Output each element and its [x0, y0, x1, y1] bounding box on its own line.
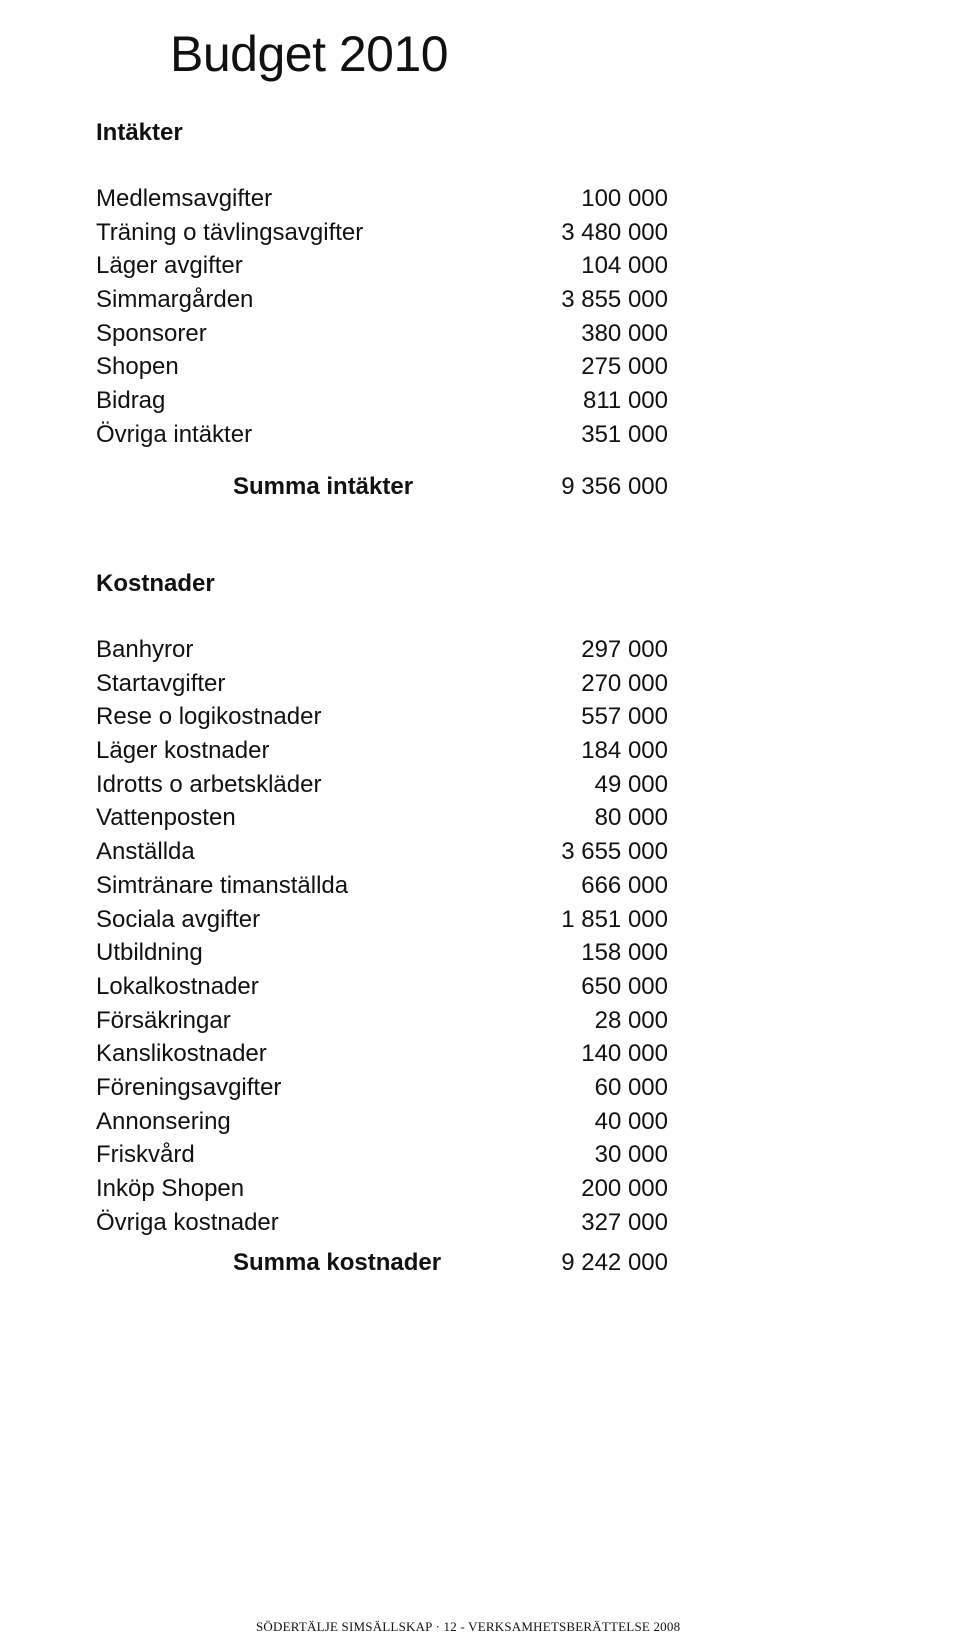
cost-item-label: Anställda	[96, 838, 195, 866]
cost-item-label: Lokalkostnader	[96, 972, 259, 1000]
income-item-amount: 275 000	[581, 353, 668, 381]
cost-item-amount: 650 000	[581, 972, 668, 1000]
cost-item-label: Vattenposten	[96, 804, 236, 832]
cost-item-row	[96, 801, 668, 835]
cost-item-amount: 158 000	[581, 939, 668, 967]
income-item-label: Läger avgifter	[96, 252, 243, 280]
cost-item-row	[96, 970, 668, 1004]
cost-item-amount: 3 655 000	[561, 838, 668, 866]
income-item-row	[96, 216, 668, 250]
cost-item-label: Idrotts o arbetskläder	[96, 770, 322, 798]
income-item-amount: 380 000	[581, 319, 668, 347]
cost-item-amount: 327 000	[581, 1208, 668, 1236]
cost-item-amount: 28 000	[594, 1006, 668, 1034]
income-item-amount: 351 000	[581, 420, 668, 448]
cost-item-row	[96, 869, 668, 903]
income-item-label: Träning o tävlingsavgifter	[96, 218, 364, 246]
cost-item-row	[96, 1172, 668, 1206]
cost-item-amount: 80 000	[594, 804, 668, 832]
income-total-amount: 9 356 000	[561, 473, 668, 500]
cost-item-row	[96, 1037, 668, 1071]
page-footer: SÖDERTÄLJE SIMSÄLLSKAP · 12 - VERKSAMHETSBERÄTTELSE 2008	[256, 1619, 681, 1634]
cost-item-row	[96, 667, 668, 701]
income-total-label: Summa intäkter	[233, 473, 414, 500]
costs-total-label: Summa kostnader	[233, 1249, 442, 1276]
cost-item-amount: 666 000	[581, 871, 668, 899]
income-item-label: Övriga intäkter	[96, 420, 253, 448]
cost-item-row	[96, 936, 668, 970]
cost-item-label: Startavgifter	[96, 669, 226, 697]
costs-heading: Kostnader	[96, 570, 215, 597]
income-item-row	[96, 283, 668, 317]
income-item-row	[96, 384, 668, 418]
cost-item-amount: 60 000	[594, 1073, 668, 1101]
cost-item-label: Kanslikostnader	[96, 1040, 267, 1068]
page-title: Budget 2010	[170, 26, 449, 82]
income-item-amount: 3 480 000	[561, 218, 668, 246]
cost-item-amount: 200 000	[581, 1175, 668, 1202]
cost-item-amount: 49 000	[594, 770, 668, 798]
income-item-amount: 100 000	[581, 185, 668, 212]
costs-total-amount: 9 242 000	[561, 1249, 668, 1276]
cost-item-amount: 1 851 000	[561, 905, 668, 933]
cost-item-amount: 557 000	[581, 703, 668, 731]
income-item-row	[96, 317, 668, 351]
income-item-amount: 811 000	[583, 387, 668, 415]
income-item-label: Bidrag	[96, 387, 166, 415]
income-item-row	[96, 350, 668, 384]
cost-item-row	[96, 1138, 668, 1172]
cost-item-amount: 297 000	[581, 636, 668, 663]
cost-item-label: Övriga kostnader	[96, 1208, 279, 1236]
cost-item-label: Banhyror	[96, 636, 194, 663]
costs-total-row	[233, 1246, 668, 1280]
income-item-label: Medlemsavgifter	[96, 185, 273, 212]
cost-item-row	[96, 1071, 668, 1105]
income-item-row	[96, 418, 668, 452]
cost-item-label: Inköp Shopen	[96, 1175, 245, 1202]
cost-item-row	[96, 1206, 668, 1240]
cost-item-label: Rese o logikostnader	[96, 703, 322, 731]
cost-item-amount: 184 000	[581, 737, 668, 765]
cost-item-row	[96, 768, 668, 802]
cost-item-row	[96, 1105, 668, 1139]
costs-list	[96, 633, 668, 1239]
cost-item-amount: 30 000	[594, 1141, 668, 1169]
cost-item-label: Läger kostnader	[96, 737, 270, 765]
income-heading: Intäkter	[96, 119, 183, 146]
cost-item-label: Simtränare timanställda	[96, 871, 349, 899]
income-list	[96, 182, 668, 452]
cost-item-row	[96, 903, 668, 937]
cost-item-row	[96, 633, 668, 667]
income-item-row	[96, 182, 668, 216]
cost-item-row	[96, 700, 668, 734]
income-item-label: Sponsorer	[96, 319, 207, 347]
income-item-label: Simmargården	[96, 286, 254, 314]
cost-item-label: Sociala avgifter	[96, 905, 261, 933]
income-item-row	[96, 249, 668, 283]
cost-item-row	[96, 734, 668, 768]
income-total-row	[233, 470, 668, 504]
income-item-amount: 3 855 000	[561, 286, 668, 314]
cost-item-amount: 140 000	[581, 1040, 668, 1068]
cost-item-row	[96, 1004, 668, 1038]
cost-item-row	[96, 835, 668, 869]
cost-item-label: Föreningsavgifter	[96, 1073, 282, 1101]
cost-item-label: Försäkringar	[96, 1006, 231, 1034]
cost-item-amount: 40 000	[594, 1107, 668, 1135]
cost-item-label: Friskvård	[96, 1141, 195, 1169]
income-item-label: Shopen	[96, 353, 179, 381]
income-item-amount: 104 000	[581, 252, 668, 280]
cost-item-amount: 270 000	[581, 669, 668, 697]
cost-item-label: Utbildning	[96, 939, 203, 967]
cost-item-label: Annonsering	[96, 1107, 231, 1135]
